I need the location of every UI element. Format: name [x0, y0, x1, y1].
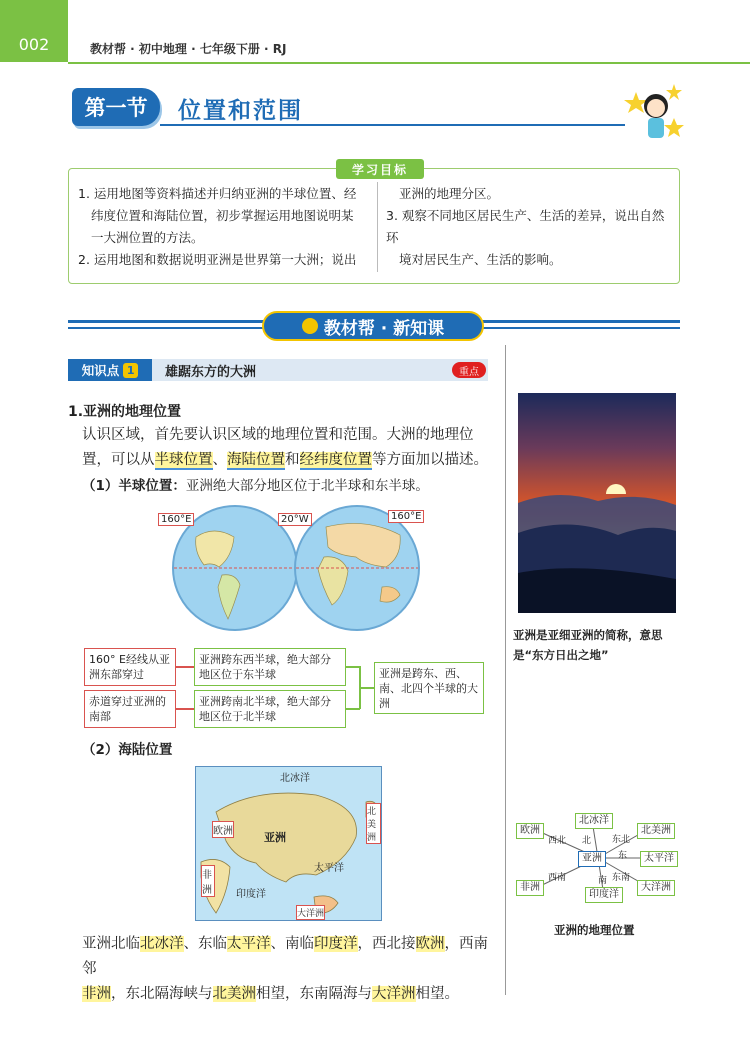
map-label-pacific: 太平洋 — [314, 863, 344, 874]
sub-label-sea-land: （2）海陆位置 — [82, 742, 173, 758]
objective-line: 境对居民生产、生活的影响。 — [399, 252, 562, 267]
text-run: 、 — [212, 452, 227, 468]
section-badge: 第一节 — [72, 88, 160, 126]
flow-cause-meridian: 160° E经线从亚洲东部穿过 — [84, 648, 176, 686]
key-term: 欧洲 — [415, 936, 445, 952]
map-label-asia: 亚洲 — [264, 831, 286, 844]
subsection-heading: 1.亚洲的地理位置 — [68, 404, 182, 420]
diagram-arctic: 北冰洋 — [575, 813, 613, 829]
key-term: 海陆位置 — [227, 452, 285, 468]
objective-line: 3. 观察不同地区居民生产、生活的差异，说出自然环 — [386, 208, 665, 245]
meridian-tag-160e-right: 160°E — [388, 510, 424, 523]
diagram-dir-ne: 东北 — [612, 835, 631, 845]
flow-effect-north-south: 亚洲跨南北半球，绝大部分地区位于北半球 — [194, 690, 346, 728]
header-rule — [68, 62, 750, 64]
sea-land-paragraph — [82, 932, 498, 1007]
key-term: 印度洋 — [314, 936, 358, 952]
flow-connector — [176, 708, 194, 710]
flow-connector — [346, 666, 360, 668]
key-term: 非洲 — [82, 986, 111, 1002]
objectives-left — [78, 183, 370, 271]
objectives-tag: 学习目标 — [336, 159, 424, 179]
meridian-tag-160e-left: 160°E — [158, 513, 194, 526]
map-label-indian: 印度洋 — [236, 889, 266, 900]
asia-location-map — [195, 766, 382, 921]
mascot-illustration — [624, 80, 684, 144]
flow-effect-east-west: 亚洲跨东西半球，绝大部分地区位于东半球 — [194, 648, 346, 686]
running-title: 教材帮 · 初中地理 · 七年级下册 · RJ — [90, 42, 287, 56]
text-run: 等方面加以描述。 — [372, 452, 488, 468]
map-label-north-america: 北美洲 — [366, 803, 381, 844]
photo-caption — [513, 625, 685, 665]
diagram-europe: 欧洲 — [516, 823, 544, 839]
key-term: 北美洲 — [212, 986, 256, 1002]
text-run: 亚洲北临 — [82, 936, 140, 952]
section-title-rule — [160, 124, 625, 126]
key-term: 大洋洲 — [372, 986, 416, 1002]
text-run: 置，可以从 — [82, 452, 155, 468]
sea-land-line-2 — [82, 982, 498, 1007]
diagram-dir-s: 南 — [598, 876, 608, 886]
diagram-center-asia: 亚洲 — [578, 851, 606, 867]
photo-caption-line: 是“东方日出之地” — [513, 648, 609, 662]
intro-paragraph — [82, 423, 492, 473]
key-term: 北冰洋 — [140, 936, 184, 952]
map-label-arctic: 北冰洋 — [280, 773, 310, 784]
sub-text: 亚洲绝大部分地区位于北半球和东半球。 — [185, 478, 429, 494]
map-label-oceania: 大洋洲 — [296, 905, 325, 920]
flow-connector — [176, 666, 194, 668]
text-run: 相望。 — [415, 986, 459, 1002]
text-run: 相望，东南隔海与 — [256, 986, 372, 1002]
meridian-tag-20w: 20°W — [278, 513, 312, 526]
knowledge-point-title: 雄踞东方的大洲 — [165, 365, 257, 380]
diagram-africa: 非洲 — [516, 880, 544, 896]
knowledge-point-number: 1 — [123, 363, 138, 378]
objective-line: 纬度位置和海陆位置，初步掌握运用地图说明某 — [91, 208, 354, 223]
text-run: ，西北接 — [357, 936, 416, 952]
text-run: 、东临 — [183, 936, 227, 952]
sunrise-photo — [518, 393, 676, 613]
key-term: 半球位置 — [154, 452, 213, 468]
sea-land-line-1 — [82, 932, 498, 982]
intro-line-2 — [82, 448, 492, 473]
lesson-banner — [262, 311, 484, 341]
diagram-north-america: 北美洲 — [637, 823, 675, 839]
diagram-dir-se: 东南 — [612, 873, 631, 883]
knowledge-point-label-text: 知识点 — [81, 363, 120, 378]
diagram-dir-n: 北 — [582, 836, 592, 846]
lightbulb-icon — [302, 318, 318, 334]
section-title: 位置和范围 — [178, 98, 303, 124]
sub-label: （1）半球位置： — [82, 478, 186, 494]
hemisphere-line — [82, 474, 429, 494]
objectives-divider — [377, 182, 378, 272]
banner-text: 教材帮 · 新知课 — [323, 318, 445, 339]
flow-connector — [346, 708, 360, 710]
diagram-oceania: 大洋洲 — [637, 880, 675, 896]
flow-cause-equator: 赤道穿过亚洲的南部 — [84, 690, 176, 728]
diagram-dir-e: 东 — [618, 851, 628, 861]
text-run: 、南临 — [270, 936, 314, 952]
diagram-dir-nw: 西北 — [548, 836, 567, 846]
importance-badge: 重点 — [452, 362, 486, 378]
flow-connector — [360, 687, 374, 689]
eastern-hemisphere-globe — [294, 505, 420, 631]
text-run: ，东北隔海峡与 — [111, 986, 213, 1002]
diagram-caption: 亚洲的地理位置 — [554, 923, 635, 937]
objective-line: 2. 运用地图和数据说明亚洲是世界第一大洲；说出 — [78, 252, 357, 267]
objective-line: 一大洲位置的方法。 — [91, 230, 204, 245]
column-divider — [505, 345, 506, 995]
objective-line: 1. 运用地图等资料描述并归纳亚洲的半球位置、经 — [78, 186, 357, 201]
text-run: 和 — [285, 452, 300, 468]
objectives-right — [386, 183, 676, 271]
text-run: ，西南邻 — [82, 936, 488, 977]
intro-line-1: 认识区域，首先要认识区域的地理位置和范围。大洲的地理位 — [82, 427, 474, 443]
diagram-indian: 印度洋 — [585, 887, 623, 903]
page-number: 002 — [0, 0, 68, 62]
knowledge-point-label — [68, 359, 152, 381]
flow-result: 亚洲是跨东、西、南、北四个半球的大洲 — [374, 662, 484, 714]
map-label-africa: 非洲 — [201, 865, 215, 897]
diagram-pacific: 太平洋 — [640, 851, 678, 867]
photo-caption-line: 亚洲是亚细亚洲的简称，意思 — [513, 628, 663, 642]
map-label-europe: 欧洲 — [212, 821, 234, 838]
key-term: 经纬度位置 — [299, 452, 372, 468]
key-term: 太平洋 — [227, 936, 271, 952]
objective-line: 亚洲的地理分区。 — [399, 186, 500, 201]
diagram-dir-sw: 西南 — [548, 873, 567, 883]
